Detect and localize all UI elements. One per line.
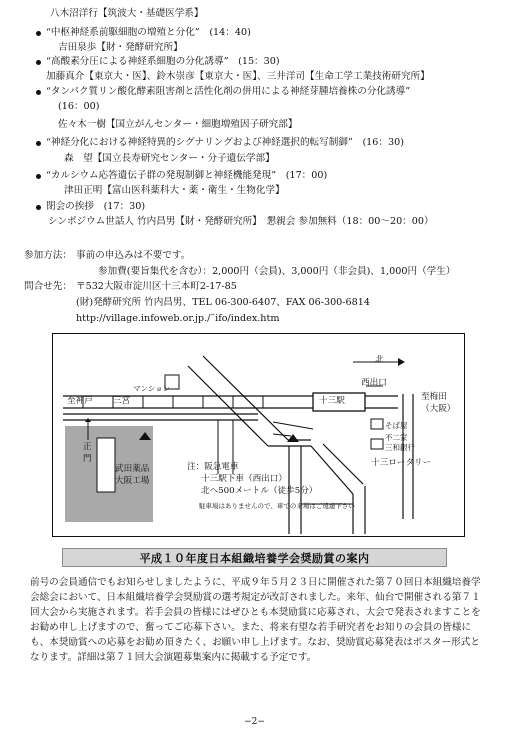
map-note-line-3: 北へ500メートル（徒歩5分） [201,486,318,496]
contact-label: 問合せ先： [24,281,72,292]
talk-2-speaker: 加藤真介【東京大・医】、鈴木崇彦【東京大・医】、三井洋司【生命工学工業技術研究所】 [46,71,430,82]
talk-5-speaker: 津田正明【富山医科薬科大・薬・衛生・生物化学】 [64,185,285,196]
talk-1-title: “中枢神経系前駆細胞の増殖と分化” (14：40) [46,27,251,38]
talk-3-speaker: 佐々木一樹【国立がんセンター・細胞増殖因子研究部】 [58,119,298,130]
bullet-icon [36,141,41,146]
bullet-icon [36,90,41,95]
map-bank-label: 三和銀行 [385,443,415,452]
map-west-exit-label: 西出口 [361,378,387,388]
map-note-line-1: 注：阪急電車 [187,462,239,472]
talk-3-time: (16：00) [58,101,100,112]
map-sannomiya-label: 三宮 [113,396,131,406]
bullet-icon [36,31,41,36]
contact-url[interactable]: http://village.infoweb.or.jp./˜ifo/index.htm [76,313,280,324]
map-factory-label-2: 大阪工場 [115,476,150,486]
map-factory-label-1: 武田薬品 [115,464,150,474]
map-umeda-label: 至梅田 [421,392,447,402]
map-osaka-label: （大阪） [421,404,456,414]
award-notice [30,575,482,665]
award-banner-title: 平成１０年度日本組織培養学会奨励賞の案内 [139,551,370,565]
bullet-icon [36,205,41,210]
map-fujiya-label: 不二家 [385,433,408,442]
map-gate-label-1: 正 [83,442,92,452]
map-station-label: 十三駅 [319,396,345,406]
map-note-line-2: 十三駅下車（西出口） [201,474,287,484]
contact-tel: (財)発酵研究所 竹内昌男、TEL 06-300-6407、FAX 06-300-6814 [76,297,370,308]
talk-3-title: “タンパク質リン酸化酵素阻害剤と活性化剤の併用による神経芽腫培養株の分化誘導” [46,86,411,97]
fee-line-2: 参加費(要旨集代を含む）：2,000円（会員)、3,000円（非会員)、1,000円（学生） [98,266,456,277]
closing-title: 閉会の挨拶 (17：30) [46,201,146,212]
talk-2-title: “高酸素分圧による神経系細胞の分化誘導” (15：30) [46,56,280,67]
talk-1-speaker: 吉田泉歩【財・発酵研究所】 [58,42,183,53]
award-banner [62,548,447,567]
bullet-icon [36,174,41,179]
fee-line-1: 事前の申込みは不要です。 [76,250,191,261]
access-map [52,333,465,537]
award-notice-text: 前号の会員通信でもお知らせしましたように、平成９年５月２３日に開催された第７０回日本組織培養学会総会において、日本組織培養学会奨励賞の選考規定が改訂されました。来年、仙台で開催される第７１回大会から実施されます。若手会員の皆様にはぜひとも本奨励賞に応募され、大会で発表されますことをお勧め申し上げますので、奮ってご応募下さい。また、将来有望な若手研究者をお知りの会員の皆様にも、本奨励賞への応募をお勧め頂きたく、お願い申し上げます。なお、奨励賞応募発表はポスター形式となります。詳細は第７１回大会演題募集案内に掲載する予定です。 [30,577,481,663]
bullet-icon [36,60,41,65]
map-soba-label: そば屋 [385,421,408,430]
talk-4-title: “神経分化における神経特異的シグナリングおよび神経選択的転写制御” (16：30) [46,137,404,148]
closing-speaker: シンポジウム世話人 竹内昌男【財・発酵研究所】 懇親会 参加無料（18：00～20：00） [48,216,434,227]
page-number: −2− [244,717,265,727]
map-mansion-label: マンション [133,384,171,393]
talk-5-title: “カルシウム応答遺伝子群の発現制御と神経機能発現” (17：00) [46,170,328,181]
map-parking-note: 駐車場はありませんので、車での来場はご遠慮下さい [199,502,355,510]
map-kobe-label: 至神戸 [67,396,93,406]
talk-4-speaker: 森 望【国立長寿研究センター・分子遺伝学部】 [64,153,275,164]
speaker-top: 八木沼洋行【筑波大・基礎医学系】 [50,8,204,19]
map-gate-label-2: 門 [83,454,92,464]
fee-label: 参加方法： [24,250,72,261]
map-rotary-label: 十三ロータリー [371,458,432,468]
contact-address: 〒532大阪市淀川区十三本町2-17-85 [76,281,237,292]
map-north-label: 北 [375,355,384,365]
